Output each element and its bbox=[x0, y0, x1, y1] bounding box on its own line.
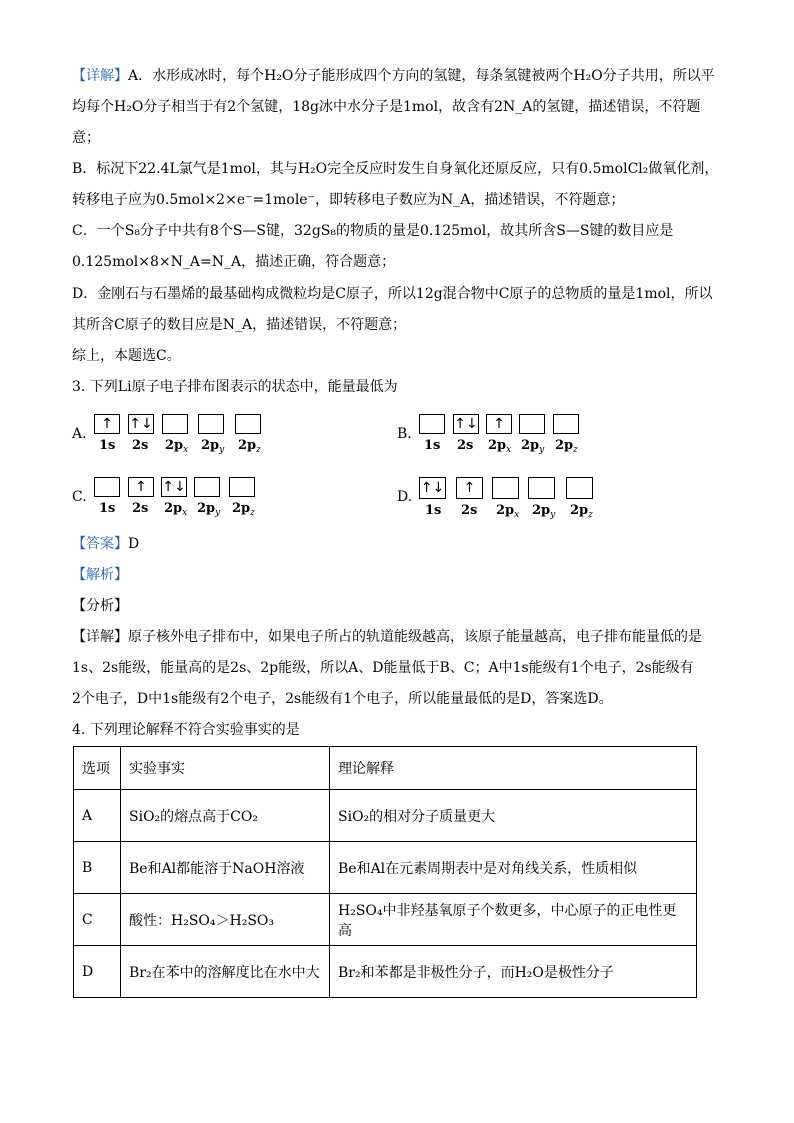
orbital-box-2s: ↑↓ bbox=[129, 416, 153, 432]
orbital-label-1s: 1s bbox=[99, 501, 116, 516]
q4-stem: 4. 下列理论解释不符合实验事实的是 bbox=[72, 722, 300, 738]
orbital-label-2s: 2s bbox=[132, 438, 149, 453]
cell-fact: SiO₂的熔点高于CO₂ bbox=[121, 790, 330, 842]
q3-jiexi-tag: 【解析】 bbox=[72, 567, 128, 583]
option-letter: D. bbox=[397, 489, 413, 505]
orbital-label-1s: 1s bbox=[99, 438, 116, 453]
cell-fact: Be和Al都能溶于NaOH溶液 bbox=[121, 842, 330, 894]
table-row bbox=[74, 894, 697, 946]
q2-detail-d-line1: D．金刚石与石墨烯的最基础构成微粒均是C原子，所以12g混合物中C原子的总物质的量是1mol，所以 bbox=[72, 286, 713, 302]
orbital-box-2pz bbox=[566, 477, 593, 499]
orbital-label-1s: 1s bbox=[425, 503, 442, 518]
orbital-label-2s: 2s bbox=[461, 503, 478, 518]
orbital-label-2pz: $2p_z$ bbox=[570, 503, 593, 520]
table-header-row bbox=[74, 747, 697, 790]
q2-detail-a-line2: 均每个H₂O分子相当于有2个氢键，18g冰中水分子是1mol，故含有2N_A的氢键，描述错误，不符题 bbox=[72, 99, 701, 115]
orbital-label-2py: $2p_y$ bbox=[197, 501, 221, 518]
orbital-box-1s: ↑ bbox=[94, 414, 120, 434]
header-fact: 实验事实 bbox=[121, 747, 330, 790]
q2-detail-b-line2: 转移电子应为0.5mol×2×e⁻=1mole⁻，即转移电子数应为N_A，描述错误，不符题意； bbox=[72, 192, 625, 208]
q3-detail-line3: 2个电子，D中1s能级有2个电子，2s能级有1个电子，所以能量最低的是D，答案选D。 bbox=[72, 691, 613, 707]
orbital-box-1s bbox=[419, 414, 445, 434]
orbital-box-2py bbox=[194, 477, 220, 497]
orbital-label-1s: 1s bbox=[424, 438, 441, 453]
cell-theory: H₂SO₄中非羟基氧原子个数更多，中心原子的正电性更高 bbox=[330, 894, 697, 946]
q2-detail-a-line1 bbox=[72, 66, 715, 86]
text: 原子核外电子排布中，如果电子所占的轨道能级越高，该原子能量越高，电子排布能量低的是 bbox=[128, 629, 702, 645]
orbital-label-2py: $2p_y$ bbox=[532, 503, 556, 520]
q4-table bbox=[73, 746, 697, 998]
q2-detail-c-line2: 0.125mol×8×N_A=N_A，描述正确，符合题意； bbox=[72, 254, 396, 270]
detail-tag: 【详解】 bbox=[72, 68, 128, 84]
orbital-box-2py bbox=[198, 414, 224, 434]
orbital-label-2px: $2p_x$ bbox=[165, 438, 189, 455]
q2-detail-a-line3: 意； bbox=[72, 130, 100, 146]
text: A．水形成冰时，每个H₂O分子能形成四个方向的氢键，每条氢键被两个H₂O分子共用，所以平 bbox=[128, 68, 715, 84]
orbital-box-2pz bbox=[229, 477, 255, 497]
option-letter: C. bbox=[72, 489, 87, 505]
orbital-box-2pz bbox=[235, 414, 261, 434]
cell-option: B bbox=[74, 842, 121, 894]
orbital-box-2pz bbox=[553, 414, 579, 434]
option-letter: A. bbox=[72, 426, 87, 442]
orbital-box-2px: ↑ bbox=[486, 414, 512, 434]
detail-tag: 【详解】 bbox=[72, 629, 128, 645]
orbital-box-2px bbox=[492, 477, 519, 499]
orbital-label-2py: $2p_y$ bbox=[521, 438, 545, 455]
option-b-diagram bbox=[397, 414, 617, 458]
answer-value: D bbox=[128, 536, 140, 552]
orbital-label-2py: $2p_y$ bbox=[201, 438, 225, 455]
orbital-box-1s: ↑↓ bbox=[419, 477, 446, 499]
q3-fenxi-tag: 【分析】 bbox=[72, 598, 128, 614]
q3-detail-line1 bbox=[72, 627, 702, 647]
q2-detail-d-line2: 其所含C原子的数目应是N_A，描述错误，不符题意； bbox=[72, 317, 407, 333]
cell-theory: SiO₂的相对分子质量更大 bbox=[330, 790, 697, 842]
orbital-label-2px: $2p_x$ bbox=[488, 438, 512, 455]
orbital-label-2s: 2s bbox=[132, 501, 149, 516]
orbital-label-2s: 2s bbox=[457, 438, 474, 453]
q3-answer bbox=[72, 534, 139, 554]
header-theory: 理论解释 bbox=[330, 747, 697, 790]
option-letter: B. bbox=[397, 426, 412, 442]
q2-summary: 综上，本题选C。 bbox=[72, 348, 181, 364]
orbital-box-2s: ↑↓ bbox=[454, 416, 478, 432]
orbital-label-2px: $2p_x$ bbox=[496, 503, 520, 520]
q2-detail-b-line1: B．标况下22.4L氯气是1mol，其与H₂O完全反应时发生自身氧化还原反应，只有0.5molCl₂做氧化剂， bbox=[72, 161, 719, 177]
option-d-diagram bbox=[397, 477, 617, 521]
orbital-box-2py bbox=[519, 414, 545, 434]
orbital-box-2s: ↑ bbox=[128, 477, 154, 497]
cell-theory: Be和Al在元素周期表中是对角线关系，性质相似 bbox=[330, 842, 697, 894]
orbital-label-2px: $2p_x$ bbox=[164, 501, 188, 518]
q2-detail-c-line1: C．一个S₈分子中共有8个S—S键，32gS₈的物质的量是0.125mol，故其所含S—S键的数目应是 bbox=[72, 223, 674, 239]
option-c-diagram bbox=[72, 477, 292, 521]
orbital-label-2pz: $2p_z$ bbox=[238, 438, 261, 455]
cell-option: A bbox=[74, 790, 121, 842]
table-row bbox=[74, 946, 697, 998]
cell-fact: 酸性：H₂SO₄＞H₂SO₃ bbox=[121, 894, 330, 946]
cell-option: C bbox=[74, 894, 121, 946]
orbital-label-2pz: $2p_z$ bbox=[555, 438, 578, 455]
table-row bbox=[74, 790, 697, 842]
cell-theory: Br₂和苯都是非极性分子，而H₂O是极性分子 bbox=[330, 946, 697, 998]
orbital-box-2px: ↑↓ bbox=[162, 479, 186, 495]
orbital-box-2s: ↑ bbox=[456, 477, 483, 499]
orbital-box-1s bbox=[94, 477, 120, 497]
orbital-label-2pz: $2p_z$ bbox=[232, 501, 255, 518]
cell-fact: Br₂在苯中的溶解度比在水中大 bbox=[121, 946, 330, 998]
q3-detail-line2: 1s、2s能级，能量高的是2s、2p能级，所以A、D能量低于B、C；A中1s能级有1个电子，2s能级有 bbox=[72, 660, 694, 676]
orbital-box-2px bbox=[162, 414, 188, 434]
orbital-box-2py bbox=[528, 477, 555, 499]
option-a-diagram bbox=[72, 414, 292, 458]
table-row bbox=[74, 842, 697, 894]
answer-tag: 【答案】 bbox=[72, 536, 128, 552]
q3-stem: 3. 下列Li原子电子排布图表示的状态中，能量最低为 bbox=[72, 379, 398, 395]
cell-option: D bbox=[74, 946, 121, 998]
header-option: 选项 bbox=[74, 747, 121, 790]
